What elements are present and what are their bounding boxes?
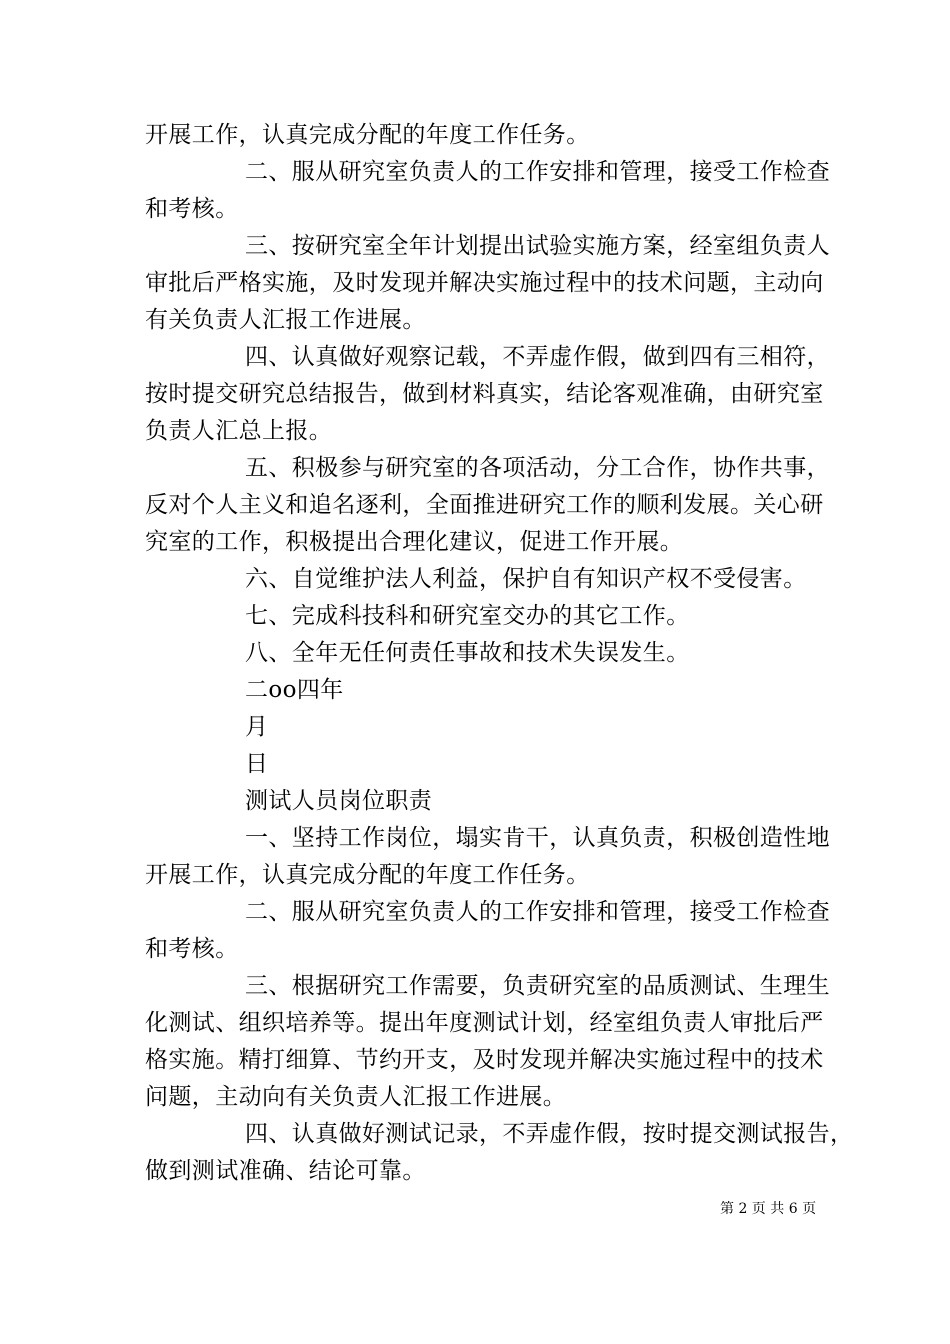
section-title: 测试人员岗位职责 <box>245 788 433 814</box>
date-year: 二oo四年 <box>245 677 344 703</box>
text-line: 六、自觉维护法人利益，保护自有知识产权不受侵害。 <box>245 566 807 592</box>
text-line: 一、坚持工作岗位，塌实肯干，认真负责，积极创造性地 <box>245 825 830 851</box>
date-day: 日 <box>245 751 269 777</box>
text-line: 二、服从研究室负责人的工作安排和管理，接受工作检查 <box>245 159 830 185</box>
text-line: 开展工作，认真完成分配的年度工作任务。 <box>145 122 590 148</box>
text-line: 三、根据研究工作需要，负责研究室的品质测试、生理生 <box>245 973 830 999</box>
page-number: 第 2 页 共 6 页 <box>720 1201 817 1217</box>
text-line: 问题，主动向有关负责人汇报工作进展。 <box>145 1084 567 1110</box>
text-line: 负责人汇总上报。 <box>145 418 333 444</box>
text-line: 有关负责人汇报工作进展。 <box>145 307 426 333</box>
text-line: 做到测试准确、结论可靠。 <box>145 1158 426 1184</box>
date-month: 月 <box>245 714 269 740</box>
text-line: 格实施。精打细算、节约开支，及时发现并解决实施过程中的技术 <box>145 1047 824 1073</box>
text-line: 审批后严格实施，及时发现并解决实施过程中的技术问题，主动向 <box>145 270 824 296</box>
text-line: 七、完成科技科和研究室交办的其它工作。 <box>245 603 690 629</box>
text-line: 开展工作，认真完成分配的年度工作任务。 <box>145 862 590 888</box>
text-line: 八、全年无任何责任事故和技术失误发生。 <box>245 640 690 666</box>
text-line: 五、积极参与研究室的各项活动，分工合作，协作共事， <box>245 455 830 481</box>
text-line: 和考核。 <box>145 196 239 222</box>
text-line: 三、按研究室全年计划提出试验实施方案，经室组负责人 <box>245 233 830 259</box>
text-line: 按时提交研究总结报告，做到材料真实，结论客观准确，由研究室 <box>145 381 824 407</box>
text-line: 四、认真做好测试记录，不弄虚作假，按时提交测试报告， <box>245 1121 854 1147</box>
text-line: 反对个人主义和追名逐利，全面推进研究工作的顺利发展。关心研 <box>145 492 824 518</box>
text-line: 化测试、组织培养等。提出年度测试计划，经室组负责人审批后严 <box>145 1010 824 1036</box>
text-line: 和考核。 <box>145 936 239 962</box>
text-line: 二、服从研究室负责人的工作安排和管理，接受工作检查 <box>245 899 830 925</box>
text-line: 四、认真做好观察记载，不弄虚作假，做到四有三相符， <box>245 344 830 370</box>
text-line: 究室的工作，积极提出合理化建议，促进工作开展。 <box>145 529 684 555</box>
